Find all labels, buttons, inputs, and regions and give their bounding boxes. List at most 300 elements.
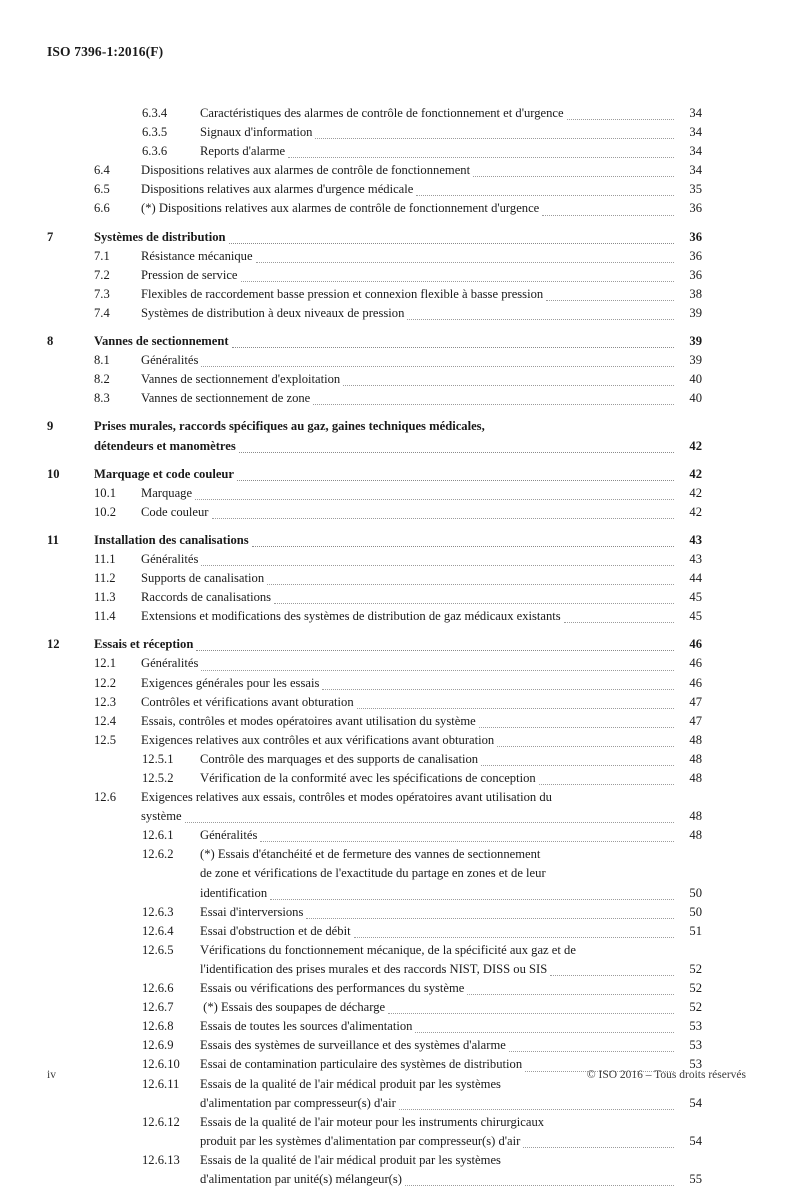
toc-entry-number: 12.6.11 (142, 1076, 180, 1091)
toc-dot-leader (195, 498, 674, 500)
toc-dot-leader (256, 261, 674, 263)
toc-entry-number: 8.2 (94, 372, 110, 387)
toc-entry-page-number: 36 (689, 229, 702, 244)
toc-entry-last-line (141, 161, 702, 180)
toc-entry-last-line (141, 674, 702, 693)
toc-entry-last-line (141, 351, 702, 370)
toc-entry-number: 12.6.12 (142, 1114, 180, 1129)
toc-entry-number: 11.3 (94, 590, 116, 605)
toc-entry-number: 12.6.6 (142, 981, 174, 996)
toc-entry-title-line: Exigences relatives aux contrôles et aux vérifications avant obturation (141, 732, 495, 747)
toc-entry-title-line: Essais et réception (94, 637, 194, 652)
toc-dot-leader (567, 118, 674, 120)
toc-entry-last-line (200, 1017, 702, 1036)
toc-entry[interactable] (47, 826, 702, 845)
toc-entry-title-line: (*) Essais des soupapes de décharge (200, 1000, 386, 1015)
toc-entry-last-line (141, 588, 702, 607)
document-header-standard-reference: ISO 7396-1:2016(F) (47, 44, 164, 59)
toc-entry-last-line (200, 903, 702, 922)
toc-entry-title-line: Vannes de sectionnement (94, 334, 229, 349)
toc-entry-title-line: Essais, contrôles et modes opératoires avant utilisation du système (141, 713, 476, 728)
toc-entry-last-line (200, 1036, 702, 1055)
toc-entry-number: 7.3 (94, 286, 110, 301)
toc-entry-last-line (94, 635, 702, 654)
toc-entry-body (200, 123, 702, 142)
toc-entry-last-line (141, 199, 702, 218)
toc-entry-body (94, 531, 702, 550)
toc-entry-last-line (141, 370, 702, 389)
toc-entry-body (200, 1017, 702, 1036)
toc-entry-last-line (141, 285, 702, 304)
toc-entry-title-line: Marquage (141, 485, 193, 500)
toc-entry-last-line (141, 180, 702, 199)
toc-dot-leader (274, 602, 674, 604)
toc-entry[interactable] (47, 693, 702, 712)
toc-dot-leader (407, 318, 674, 320)
toc-entry-page-number: 34 (689, 163, 702, 178)
toc-entry-body (94, 228, 702, 247)
toc-entry-body (141, 550, 702, 569)
toc-entry-body (200, 903, 702, 922)
toc-entry-last-line (200, 769, 702, 788)
toc-entry-page-number: 54 (689, 1095, 702, 1110)
toc-entry[interactable] (47, 941, 702, 979)
toc-entry-page-number: 48 (689, 751, 702, 766)
toc-dot-leader (267, 583, 674, 585)
toc-entry-number: 6.6 (94, 201, 110, 216)
toc-entry-title-line: l'identification des prises murales et des raccords NIST, DISS ou SIS (200, 961, 548, 976)
toc-entry[interactable] (47, 199, 702, 218)
toc-entry-body (141, 389, 702, 408)
toc-entry[interactable] (47, 731, 702, 750)
toc-entry-title-line: Généralités (200, 828, 258, 843)
toc-entry-number: 9 (47, 419, 54, 434)
toc-entry[interactable] (47, 1113, 702, 1151)
toc-entry-page-number: 46 (689, 675, 702, 690)
toc-entry-body (141, 484, 702, 503)
toc-entry-body (141, 285, 702, 304)
toc-entry-number: 6.3.5 (142, 125, 168, 140)
toc-entry-number: 12.6.7 (142, 1000, 174, 1015)
toc-entry-last-line (200, 826, 702, 845)
toc-entry[interactable] (47, 285, 702, 304)
toc-dot-leader (479, 726, 674, 728)
toc-entry-page-number: 44 (689, 571, 702, 586)
toc-entry[interactable] (47, 180, 702, 199)
toc-entry-title-line: Essais de la qualité de l'air médical produit par les systèmes (200, 1152, 501, 1167)
toc-dot-leader (509, 1050, 674, 1052)
toc-entry[interactable] (47, 712, 702, 731)
toc-entry-last-line (94, 531, 702, 550)
toc-entry-title-line: Installation des canalisations (94, 532, 249, 547)
toc-entry-title-line: Prises murales, raccords spécifiques au gaz, gaines techniques médicales, (94, 419, 485, 434)
toc-entry-title-line: Marquage et code couleur (94, 466, 235, 481)
toc-entry-body (141, 569, 702, 588)
toc-entry-number: 12.5.1 (142, 751, 174, 766)
toc-entry-last-line (141, 654, 702, 673)
toc-entry-page-number: 34 (689, 125, 702, 140)
toc-entry-page-number: 53 (689, 1057, 702, 1072)
toc-dot-leader (467, 993, 674, 995)
toc-entry-number: 7.1 (94, 248, 110, 263)
toc-dot-leader (196, 649, 674, 651)
toc-entry[interactable] (47, 417, 702, 455)
toc-entry-title-line: Code couleur (141, 504, 209, 519)
toc-entry[interactable] (47, 979, 702, 998)
toc-entry-number: 7.4 (94, 305, 110, 320)
toc-entry-page-number: 55 (689, 1171, 702, 1186)
toc-entry-body (141, 693, 702, 712)
toc-entry-number: 7 (47, 229, 54, 244)
toc-entry-title-line: Systèmes de distribution (94, 229, 226, 244)
toc-entry-page-number: 42 (689, 466, 702, 481)
toc-entry-last-line (141, 503, 702, 522)
toc-entry-last-line (141, 569, 702, 588)
toc-dot-leader (546, 299, 674, 301)
toc-entry-body (141, 304, 702, 323)
toc-entry[interactable] (47, 750, 702, 769)
toc-entry-body (200, 1113, 702, 1151)
toc-entry-last-line (94, 228, 702, 247)
toc-entry-last-line (200, 922, 702, 941)
toc-entry-title-line: (*) Essais d'étanchéité et de fermeture des vannes de sectionnement (200, 847, 541, 862)
toc-entry-body (141, 199, 702, 218)
toc-entry-last-line (141, 247, 702, 266)
toc-entry[interactable] (47, 484, 702, 503)
toc-entry-body (200, 142, 702, 161)
toc-entry-title-line: identification (200, 885, 268, 900)
toc-dot-leader (315, 137, 674, 139)
toc-dot-leader (239, 451, 674, 453)
footer-page-number: iv (47, 1069, 56, 1081)
toc-entry[interactable] (47, 1151, 702, 1189)
toc-entry-number: 10 (47, 466, 60, 481)
toc-entry-body (200, 941, 702, 979)
toc-entry-title-line: Dispositions relatives aux alarmes de contrôle de fonctionnement (141, 163, 471, 178)
toc-entry-body (141, 731, 702, 750)
toc-entry-page-number: 42 (689, 438, 702, 453)
toc-entry-number: 12.5.2 (142, 771, 174, 785)
page-footer (47, 1069, 746, 1081)
toc-dot-leader (185, 821, 674, 823)
toc-entry[interactable] (47, 569, 702, 588)
toc-entry-number: 8.3 (94, 391, 110, 406)
toc-entry-last-line (141, 266, 702, 285)
toc-entry-last-line (200, 960, 702, 979)
toc-entry-title-line: Reports d'alarme (200, 144, 286, 159)
toc-dot-leader (322, 688, 674, 690)
toc-entry-number: 6.5 (94, 182, 110, 197)
toc-entry-number: 8.1 (94, 353, 110, 368)
toc-entry-title-line: Généralités (141, 353, 199, 368)
toc-dot-leader (212, 517, 675, 519)
toc-entry-body (141, 161, 702, 180)
toc-entry-title-line: Raccords de canalisations (141, 590, 272, 605)
toc-dot-leader (201, 669, 674, 671)
toc-entry-body (94, 635, 702, 654)
toc-entry-number: 10.1 (94, 485, 117, 500)
toc-entry[interactable] (47, 247, 702, 266)
toc-entry-last-line (200, 1170, 702, 1189)
toc-entry-number: 8 (47, 334, 54, 349)
toc-entry-number: 12.6.13 (142, 1152, 180, 1167)
toc-entry[interactable] (47, 607, 702, 626)
toc-entry-title-line: Vérifications du fonctionnement mécanique, de la spécificité aux gaz et de (200, 942, 576, 957)
toc-entry-number: 12.6.3 (142, 904, 174, 919)
toc-entry-page-number: 34 (689, 106, 702, 120)
toc-entry-body (94, 417, 702, 455)
toc-entry[interactable] (47, 389, 702, 408)
toc-entry-title-line: Essais de toutes les sources d'alimentation (200, 1019, 413, 1034)
toc-entry-title-line: Essais de la qualité de l'air médical produit par les systèmes (200, 1076, 501, 1091)
toc-entry-last-line (200, 884, 702, 903)
toc-dot-leader (399, 1108, 674, 1110)
toc-entry[interactable] (47, 550, 702, 569)
toc-entry-title-line: Essais des systèmes de surveillance et des systèmes d'alarme (200, 1038, 506, 1053)
toc-entry[interactable] (47, 674, 702, 693)
toc-entry-page-number: 45 (689, 590, 702, 605)
toc-entry-title-line: d'alimentation par compresseur(s) d'air (200, 1095, 396, 1110)
toc-entry-page-number: 34 (689, 144, 702, 159)
toc-entry-body (94, 332, 702, 351)
toc-entry-body (200, 1151, 702, 1189)
toc-entry-number: 12.1 (94, 656, 117, 671)
toc-entry[interactable] (47, 123, 702, 142)
toc-entry-body (141, 788, 702, 826)
toc-entry-body (200, 998, 702, 1017)
toc-entry-title-line: Essai d'interversions (200, 904, 304, 919)
toc-entry-number: 11.2 (94, 571, 116, 586)
toc-entry-number: 12.3 (94, 694, 117, 709)
toc-entry-body (200, 750, 702, 769)
toc-entry-page-number: 43 (689, 532, 702, 547)
table-of-contents (47, 104, 702, 1189)
toc-entry-number: 11.1 (94, 551, 116, 566)
toc-entry-last-line (141, 712, 702, 731)
toc-dot-leader (564, 621, 674, 623)
toc-entry-number: 12.6.9 (142, 1038, 174, 1053)
toc-entry-title-line: Vérification de la conformité avec les spécifications de conception (200, 771, 536, 785)
toc-entry-last-line (200, 1132, 702, 1151)
toc-dot-leader (542, 214, 674, 216)
footer-copyright-notice: © ISO 2016 – Tous droits réservés (586, 1069, 746, 1081)
toc-entry-title-line: Essai d'obstruction et de débit (200, 923, 351, 938)
toc-entry[interactable] (47, 161, 702, 180)
toc-entry[interactable] (47, 1017, 702, 1036)
toc-entry-last-line (141, 607, 702, 626)
toc-entry-page-number: 42 (689, 504, 702, 519)
toc-entry-page-number: 48 (689, 828, 702, 843)
toc-entry-title-line: Systèmes de distribution à deux niveaux de pression (141, 305, 405, 320)
toc-entry[interactable] (47, 1036, 702, 1055)
toc-entry[interactable] (47, 370, 702, 389)
toc-entry-title-line: système (141, 809, 182, 824)
toc-entry[interactable] (47, 788, 702, 826)
toc-entry-last-line (141, 731, 702, 750)
toc-entry-last-line (141, 389, 702, 408)
toc-entry-last-line (141, 550, 702, 569)
toc-entry[interactable] (47, 531, 702, 550)
toc-dot-leader (313, 403, 674, 405)
toc-entry[interactable] (47, 228, 702, 247)
toc-entry[interactable] (47, 769, 702, 788)
toc-entry[interactable] (47, 635, 702, 654)
toc-dot-leader (523, 1146, 674, 1148)
toc-dot-leader (241, 280, 674, 282)
toc-entry-page-number: 47 (689, 713, 702, 728)
toc-entry[interactable] (47, 903, 702, 922)
toc-entry-title-line: Exigences relatives aux essais, contrôles et modes opératoires avant utilisation du (141, 790, 552, 805)
toc-entry-page-number: 46 (689, 656, 702, 671)
toc-entry-body (141, 654, 702, 673)
toc-entry-title-line: d'alimentation par unité(s) mélangeur(s) (200, 1171, 402, 1186)
toc-entry-page-number: 53 (689, 1038, 702, 1053)
toc-entry-title-line: Exigences générales pour les essais (141, 675, 320, 690)
toc-entry-body (141, 503, 702, 522)
toc-entry[interactable] (47, 304, 702, 323)
toc-dot-leader (405, 1184, 674, 1186)
toc-entry[interactable] (47, 332, 702, 351)
toc-entry-body (141, 266, 702, 285)
toc-entry-page-number: 53 (689, 1019, 702, 1034)
toc-entry-last-line (200, 998, 702, 1017)
toc-entry-title-line: produit par les systèmes d'alimentation par compresseur(s) d'air (200, 1133, 521, 1148)
toc-entry[interactable] (47, 142, 702, 161)
toc-entry-page-number: 39 (689, 353, 702, 368)
toc-entry-number: 12.6.10 (142, 1057, 180, 1072)
toc-entry-number: 12.6.5 (142, 942, 174, 957)
toc-dot-leader (539, 783, 674, 785)
toc-entry-body (141, 607, 702, 626)
toc-dot-leader (252, 545, 674, 547)
toc-entry-number: 12.5 (94, 732, 117, 747)
toc-dot-leader (416, 194, 674, 196)
toc-entry-page-number: 45 (689, 609, 702, 624)
toc-entry-last-line (200, 142, 702, 161)
toc-entry-number: 12.6 (94, 790, 117, 805)
toc-entry-number: 12.6.2 (142, 847, 174, 862)
toc-entry-page-number: 48 (689, 771, 702, 785)
toc-entry-page-number: 48 (689, 732, 702, 747)
toc-entry-number: 12.4 (94, 713, 117, 728)
toc-entry-number: 11.4 (94, 609, 116, 624)
toc-dot-leader (481, 764, 674, 766)
toc-entry-last-line (141, 484, 702, 503)
toc-entry-body (141, 370, 702, 389)
toc-dot-leader (497, 745, 674, 747)
toc-entry[interactable] (47, 104, 702, 123)
toc-entry-page-number: 35 (689, 182, 702, 197)
toc-dot-leader (550, 974, 674, 976)
toc-entry-number: 11 (47, 532, 59, 547)
toc-entry-last-line (200, 750, 702, 769)
toc-dot-leader (388, 1012, 674, 1014)
toc-entry-page-number: 51 (689, 923, 702, 938)
toc-entry-page-number: 50 (689, 904, 702, 919)
toc-entry[interactable] (47, 588, 702, 607)
toc-entry[interactable] (47, 922, 702, 941)
toc-entry-body (141, 180, 702, 199)
toc-entry-title-line: Généralités (141, 656, 199, 671)
toc-entry-last-line (141, 807, 702, 826)
toc-entry-last-line (94, 465, 702, 484)
toc-entry-title-line: Contrôle des marquages et des supports de canalisation (200, 751, 479, 766)
toc-entry-body (200, 922, 702, 941)
toc-entry-title-line: Signaux d'information (200, 125, 313, 140)
toc-entry-last-line (200, 123, 702, 142)
toc-entry-body (200, 845, 702, 902)
toc-entry-title-line: Extensions et modifications des systèmes de distribution de gaz médicaux existants (141, 609, 561, 624)
toc-entry-page-number: 48 (689, 809, 702, 824)
toc-entry-page-number: 40 (689, 372, 702, 387)
toc-dot-leader (306, 917, 674, 919)
toc-entry[interactable] (47, 503, 702, 522)
toc-entry-title-line: Contrôles et vérifications avant obturation (141, 694, 354, 709)
toc-entry-body (94, 465, 702, 484)
toc-entry-page-number: 52 (689, 981, 702, 996)
toc-entry-title-line: Caractéristiques des alarmes de contrôle de fonctionnement et d'urgence (200, 106, 564, 120)
toc-entry-page-number: 52 (689, 1000, 702, 1015)
toc-entry-body (200, 769, 702, 788)
toc-entry-page-number: 38 (689, 286, 702, 301)
toc-entry-number: 6.4 (94, 163, 110, 178)
toc-entry-page-number: 36 (689, 248, 702, 263)
toc-dot-leader (232, 346, 674, 348)
toc-entry-body (200, 104, 702, 123)
toc-entry-title-line: Vannes de sectionnement de zone (141, 391, 311, 406)
toc-entry-title-line: (*) Dispositions relatives aux alarmes de contrôle de fonctionnement d'urgence (141, 201, 540, 216)
toc-entry-page-number: 36 (689, 267, 702, 282)
toc-entry-page-number: 39 (689, 334, 702, 349)
toc-entry-title-line: Dispositions relatives aux alarmes d'urgence médicale (141, 182, 414, 197)
toc-dot-leader (260, 840, 674, 842)
toc-dot-leader (270, 898, 674, 900)
toc-entry-body (200, 1036, 702, 1055)
toc-entry-last-line (94, 437, 702, 456)
toc-entry-number: 12.6.8 (142, 1019, 174, 1034)
toc-entry-body (141, 351, 702, 370)
toc-dot-leader (415, 1031, 674, 1033)
toc-entry[interactable] (47, 654, 702, 673)
toc-entry[interactable] (47, 266, 702, 285)
toc-entry-last-line (200, 104, 702, 123)
toc-entry-number: 10.2 (94, 504, 117, 519)
toc-dot-leader (237, 479, 674, 481)
toc-dot-leader (473, 175, 674, 177)
toc-entry-body (141, 588, 702, 607)
toc-entry-last-line (200, 1094, 702, 1113)
toc-entry[interactable] (47, 998, 702, 1017)
toc-dot-leader (201, 564, 674, 566)
toc-entry-title-line: Essais de la qualité de l'air moteur pour les instruments chirurgicaux (200, 1114, 545, 1129)
toc-entry-title-line: Résistance mécanique (141, 248, 253, 263)
toc-entry-number: 6.3.4 (142, 106, 168, 120)
toc-entry[interactable] (47, 465, 702, 484)
toc-entry-title-line: Vannes de sectionnement d'exploitation (141, 372, 341, 387)
toc-entry-title-line: détendeurs et manomètres (94, 438, 236, 453)
toc-entry-number: 6.3.6 (142, 144, 168, 159)
toc-entry-page-number: 54 (689, 1133, 702, 1148)
toc-entry-title-line: Essai de contamination particulaire des systèmes de distribution (200, 1057, 523, 1072)
toc-entry-number: 7.2 (94, 267, 110, 282)
toc-entry-title-line: Supports de canalisation (141, 571, 265, 586)
toc-dot-leader (229, 242, 674, 244)
toc-entry-page-number: 42 (689, 485, 702, 500)
toc-entry-title-line: de zone et vérifications de l'exactitude du partage en zones et de leur (200, 866, 546, 881)
toc-entry-body (200, 826, 702, 845)
toc-entry[interactable] (47, 351, 702, 370)
toc-entry[interactable] (47, 845, 702, 902)
